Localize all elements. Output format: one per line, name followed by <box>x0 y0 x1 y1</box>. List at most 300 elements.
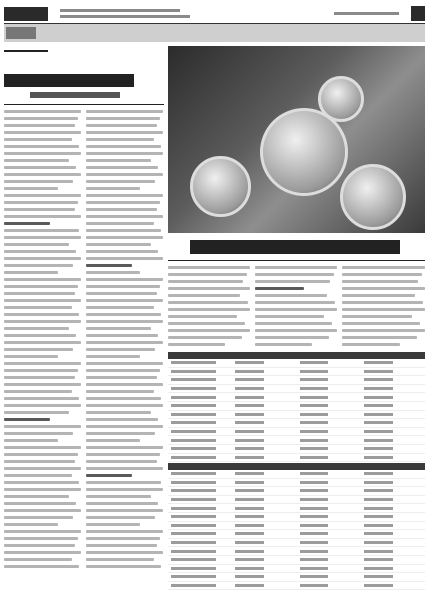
table-cell <box>297 427 361 436</box>
text-line <box>86 152 163 155</box>
cell-text-placeholder <box>235 507 264 510</box>
text-line <box>86 390 154 393</box>
table-cell <box>168 495 232 504</box>
table-cell <box>232 367 296 376</box>
text-line <box>86 348 155 351</box>
text-line <box>4 446 81 449</box>
table-cell <box>232 547 296 556</box>
text-line <box>255 294 327 297</box>
subhead-line <box>86 264 132 267</box>
table-row <box>168 564 425 573</box>
table-cell <box>232 521 296 530</box>
text-line <box>86 201 160 204</box>
text-line <box>255 301 335 304</box>
text-line <box>168 294 240 297</box>
text-line <box>4 362 81 365</box>
cell-text-placeholder <box>364 447 393 450</box>
headline-rule <box>4 50 48 52</box>
table-cell <box>361 359 425 367</box>
text-line <box>86 180 155 183</box>
table-cell <box>361 444 425 453</box>
table-header-cell <box>168 352 232 359</box>
text-line <box>4 334 76 337</box>
text-line <box>168 266 250 269</box>
text-line <box>4 327 69 330</box>
cell-text-placeholder <box>364 532 393 535</box>
table-cell <box>168 453 232 462</box>
article-photo <box>168 46 425 233</box>
table-cell <box>168 367 232 376</box>
text-line <box>342 336 417 339</box>
table-cell <box>168 393 232 402</box>
text-line <box>86 208 157 211</box>
text-line <box>4 565 79 568</box>
text-line <box>4 278 81 281</box>
text-line <box>4 523 58 526</box>
text-line <box>86 467 163 470</box>
cell-text-placeholder <box>171 481 216 484</box>
table-cell <box>232 444 296 453</box>
cell-text-placeholder <box>300 515 329 518</box>
text-line <box>255 280 330 283</box>
text-line <box>4 383 81 386</box>
table-cell <box>232 478 296 487</box>
text-line <box>86 551 163 554</box>
table-cell <box>297 564 361 573</box>
table-cell <box>361 367 425 376</box>
cell-text-placeholder <box>235 387 264 390</box>
text-line <box>255 273 334 276</box>
table-row <box>168 384 425 393</box>
text-line <box>4 404 81 407</box>
table-cell <box>361 547 425 556</box>
table-row <box>168 495 425 504</box>
text-line <box>4 453 78 456</box>
cell-text-placeholder <box>300 481 329 484</box>
table-cell <box>361 419 425 428</box>
cell-text-placeholder <box>364 430 393 433</box>
cell-text-placeholder <box>235 472 264 475</box>
section-label <box>4 7 48 21</box>
table-cell <box>297 367 361 376</box>
cell-text-placeholder <box>364 558 393 561</box>
table-cell <box>361 530 425 539</box>
table-cell <box>361 427 425 436</box>
text-line <box>4 250 76 253</box>
table-cell <box>168 547 232 556</box>
table-cell <box>361 521 425 530</box>
text-line <box>4 201 78 204</box>
table-cell <box>232 487 296 496</box>
table-cell <box>361 478 425 487</box>
text-line <box>4 271 58 274</box>
table-row <box>168 453 425 462</box>
text-line <box>168 301 248 304</box>
data-table <box>168 463 425 590</box>
fund-section-bar <box>4 24 425 42</box>
cell-text-placeholder <box>364 524 393 527</box>
cell-text-placeholder <box>171 541 216 544</box>
text-line <box>86 320 163 323</box>
text-line <box>4 530 81 533</box>
text-line <box>4 341 81 344</box>
cell-text-placeholder <box>171 550 216 553</box>
table-row <box>168 376 425 385</box>
table-cell <box>232 504 296 513</box>
table-header-cell <box>297 352 361 359</box>
cell-text-placeholder <box>300 524 329 527</box>
table-cell <box>232 564 296 573</box>
text-line <box>86 173 163 176</box>
cell-text-placeholder <box>364 541 393 544</box>
table-row <box>168 530 425 539</box>
table-header-row <box>168 463 425 470</box>
table-cell <box>297 376 361 385</box>
cell-text-placeholder <box>300 447 329 450</box>
table-cell <box>297 555 361 564</box>
right-article-column-2 <box>255 266 337 350</box>
cell-text-placeholder <box>300 507 329 510</box>
table-header-cell <box>297 463 361 470</box>
text-line <box>168 273 247 276</box>
cell-text-placeholder <box>364 472 393 475</box>
table-cell <box>297 504 361 513</box>
table-cell <box>168 573 232 582</box>
text-line <box>86 271 140 274</box>
cell-text-placeholder <box>171 498 216 501</box>
text-line <box>86 376 157 379</box>
table-row <box>168 436 425 445</box>
text-line <box>4 432 73 435</box>
cell-text-placeholder <box>300 575 329 578</box>
text-line <box>4 306 72 309</box>
text-line <box>86 306 154 309</box>
text-line <box>4 285 78 288</box>
text-line <box>86 257 163 260</box>
cell-text-placeholder <box>364 550 393 553</box>
text-line <box>86 453 160 456</box>
text-line <box>4 138 72 141</box>
table-cell <box>297 436 361 445</box>
left-headline <box>4 74 134 87</box>
text-line <box>4 194 81 197</box>
table-cell <box>168 376 232 385</box>
cell-text-placeholder <box>171 567 216 570</box>
text-line <box>86 124 157 127</box>
table-cell <box>232 555 296 564</box>
table-cell <box>168 487 232 496</box>
text-line <box>255 336 329 339</box>
table-cell <box>297 530 361 539</box>
text-line <box>4 537 78 540</box>
cell-text-placeholder <box>235 575 264 578</box>
table-cell <box>297 453 361 462</box>
table-cell <box>168 504 232 513</box>
cell-text-placeholder <box>235 430 264 433</box>
table-row <box>168 538 425 547</box>
table-cell <box>232 512 296 521</box>
table-cell <box>361 495 425 504</box>
table-row <box>168 470 425 478</box>
table-cell <box>232 410 296 419</box>
cell-text-placeholder <box>300 439 329 442</box>
text-line <box>86 537 160 540</box>
table-cell <box>232 384 296 393</box>
table-cell <box>361 487 425 496</box>
table-cell <box>297 521 361 530</box>
text-line <box>86 341 163 344</box>
text-line <box>4 439 58 442</box>
cell-text-placeholder <box>364 361 393 364</box>
text-line <box>4 124 75 127</box>
table-cell <box>361 376 425 385</box>
table-cell <box>232 436 296 445</box>
cell-text-placeholder <box>235 439 264 442</box>
text-line <box>4 481 79 484</box>
text-line <box>86 243 151 246</box>
text-line <box>4 320 81 323</box>
table-cell <box>297 384 361 393</box>
text-line <box>86 369 160 372</box>
text-line <box>342 294 415 297</box>
text-line <box>86 411 151 414</box>
cell-text-placeholder <box>235 447 264 450</box>
table-header-row <box>168 352 425 359</box>
text-line <box>86 439 140 442</box>
text-line <box>4 502 76 505</box>
subhead-line <box>4 222 50 225</box>
table-cell <box>297 359 361 367</box>
table-row <box>168 393 425 402</box>
table-row <box>168 478 425 487</box>
text-line <box>4 180 73 183</box>
subhead-line <box>4 418 50 421</box>
table-cell <box>232 427 296 436</box>
coin-image <box>340 164 406 230</box>
table-cell <box>168 521 232 530</box>
text-line <box>4 208 75 211</box>
table-row <box>168 359 425 367</box>
cell-text-placeholder <box>171 439 216 442</box>
cell-text-placeholder <box>171 361 216 364</box>
text-line <box>86 229 161 232</box>
text-line <box>86 383 163 386</box>
table-cell <box>232 401 296 410</box>
table-cell <box>361 436 425 445</box>
text-line <box>4 425 81 428</box>
table-header-cell <box>232 463 296 470</box>
masthead-info <box>60 15 190 18</box>
text-line <box>342 308 425 311</box>
table-cell <box>232 393 296 402</box>
masthead-info <box>60 9 180 12</box>
table-cell <box>232 495 296 504</box>
cell-text-placeholder <box>171 378 216 381</box>
table-cell <box>168 530 232 539</box>
text-line <box>4 243 69 246</box>
cell-text-placeholder <box>171 456 216 459</box>
text-line <box>255 343 312 346</box>
cell-text-placeholder <box>171 584 216 587</box>
cell-text-placeholder <box>171 524 216 527</box>
table-cell <box>297 495 361 504</box>
cell-text-placeholder <box>300 550 329 553</box>
table-cell <box>232 419 296 428</box>
right-article-column-3 <box>342 266 425 350</box>
table-cell <box>361 410 425 419</box>
text-line <box>86 446 163 449</box>
text-line <box>4 215 81 218</box>
text-line <box>4 460 75 463</box>
text-line <box>86 355 140 358</box>
table-cell <box>168 555 232 564</box>
text-line <box>86 278 163 281</box>
table-cell <box>361 470 425 478</box>
text-line <box>86 530 163 533</box>
cell-text-placeholder <box>235 396 264 399</box>
cell-text-placeholder <box>364 439 393 442</box>
text-line <box>255 322 332 325</box>
table-row <box>168 367 425 376</box>
table-header-cell <box>168 463 232 470</box>
text-line <box>168 336 242 339</box>
table-cell <box>361 555 425 564</box>
text-line <box>342 266 425 269</box>
text-line <box>4 187 58 190</box>
cell-text-placeholder <box>171 430 216 433</box>
text-line <box>4 509 81 512</box>
text-line <box>4 348 73 351</box>
cell-text-placeholder <box>235 421 264 424</box>
table-cell <box>232 453 296 462</box>
text-line <box>4 467 81 470</box>
table-cell <box>297 547 361 556</box>
text-line <box>86 313 161 316</box>
text-line <box>4 131 81 134</box>
text-line <box>168 308 250 311</box>
text-line <box>86 299 163 302</box>
text-line <box>4 551 81 554</box>
text-line <box>255 329 337 332</box>
cell-text-placeholder <box>235 550 264 553</box>
cell-text-placeholder <box>300 558 329 561</box>
text-line <box>86 558 154 561</box>
table-cell <box>232 359 296 367</box>
cell-text-placeholder <box>235 378 264 381</box>
table-row <box>168 410 425 419</box>
cell-text-placeholder <box>235 567 264 570</box>
left-article <box>4 46 164 579</box>
text-line <box>86 236 163 239</box>
cell-text-placeholder <box>235 541 264 544</box>
table-cell <box>168 564 232 573</box>
table-row <box>168 547 425 556</box>
table-cell <box>297 401 361 410</box>
text-line <box>86 327 151 330</box>
table-cell <box>361 564 425 573</box>
table-cell <box>232 376 296 385</box>
text-line <box>86 131 163 134</box>
text-line <box>168 329 250 332</box>
cell-text-placeholder <box>171 387 216 390</box>
text-line <box>4 369 78 372</box>
text-line <box>4 257 81 260</box>
text-line <box>168 287 250 290</box>
text-line <box>86 362 163 365</box>
table-cell <box>361 453 425 462</box>
cell-text-placeholder <box>364 507 393 510</box>
text-line <box>168 343 225 346</box>
coin-image <box>318 76 364 122</box>
cell-text-placeholder <box>235 558 264 561</box>
text-line <box>4 166 76 169</box>
cell-text-placeholder <box>235 361 264 364</box>
table-cell <box>168 427 232 436</box>
text-line <box>4 558 72 561</box>
text-line <box>86 404 163 407</box>
text-line <box>86 222 154 225</box>
text-line <box>4 488 81 491</box>
text-line <box>86 516 155 519</box>
text-line <box>86 509 163 512</box>
table-cell <box>168 419 232 428</box>
text-line <box>4 411 69 414</box>
text-line <box>86 194 163 197</box>
text-line <box>342 322 420 325</box>
text-line <box>342 287 425 290</box>
text-line <box>86 145 161 148</box>
text-line <box>4 229 79 232</box>
cell-text-placeholder <box>364 489 393 492</box>
table-cell <box>168 538 232 547</box>
text-line <box>86 334 158 337</box>
text-line <box>4 544 75 547</box>
cell-text-placeholder <box>300 413 329 416</box>
cell-text-placeholder <box>300 396 329 399</box>
table-header-cell <box>361 463 425 470</box>
text-line <box>4 355 58 358</box>
text-line <box>86 138 154 141</box>
table-cell <box>297 478 361 487</box>
subhead-line <box>255 287 304 290</box>
cell-text-placeholder <box>364 498 393 501</box>
cell-text-placeholder <box>364 584 393 587</box>
right-headline <box>190 240 400 254</box>
cell-text-placeholder <box>300 378 329 381</box>
text-line <box>168 322 245 325</box>
cell-text-placeholder <box>300 361 329 364</box>
cell-text-placeholder <box>235 413 264 416</box>
text-line <box>342 273 422 276</box>
text-line <box>86 502 158 505</box>
table-cell <box>297 393 361 402</box>
table-cell <box>297 538 361 547</box>
table-cell <box>361 538 425 547</box>
table-cell <box>168 512 232 521</box>
table-row <box>168 504 425 513</box>
headline-divider <box>168 260 425 261</box>
table-cell <box>232 538 296 547</box>
cell-text-placeholder <box>171 575 216 578</box>
table-cell <box>297 410 361 419</box>
cell-text-placeholder <box>364 387 393 390</box>
text-line <box>4 264 73 267</box>
text-line <box>86 159 151 162</box>
cell-text-placeholder <box>235 456 264 459</box>
table-row <box>168 419 425 428</box>
cell-text-placeholder <box>235 489 264 492</box>
cell-text-placeholder <box>235 498 264 501</box>
